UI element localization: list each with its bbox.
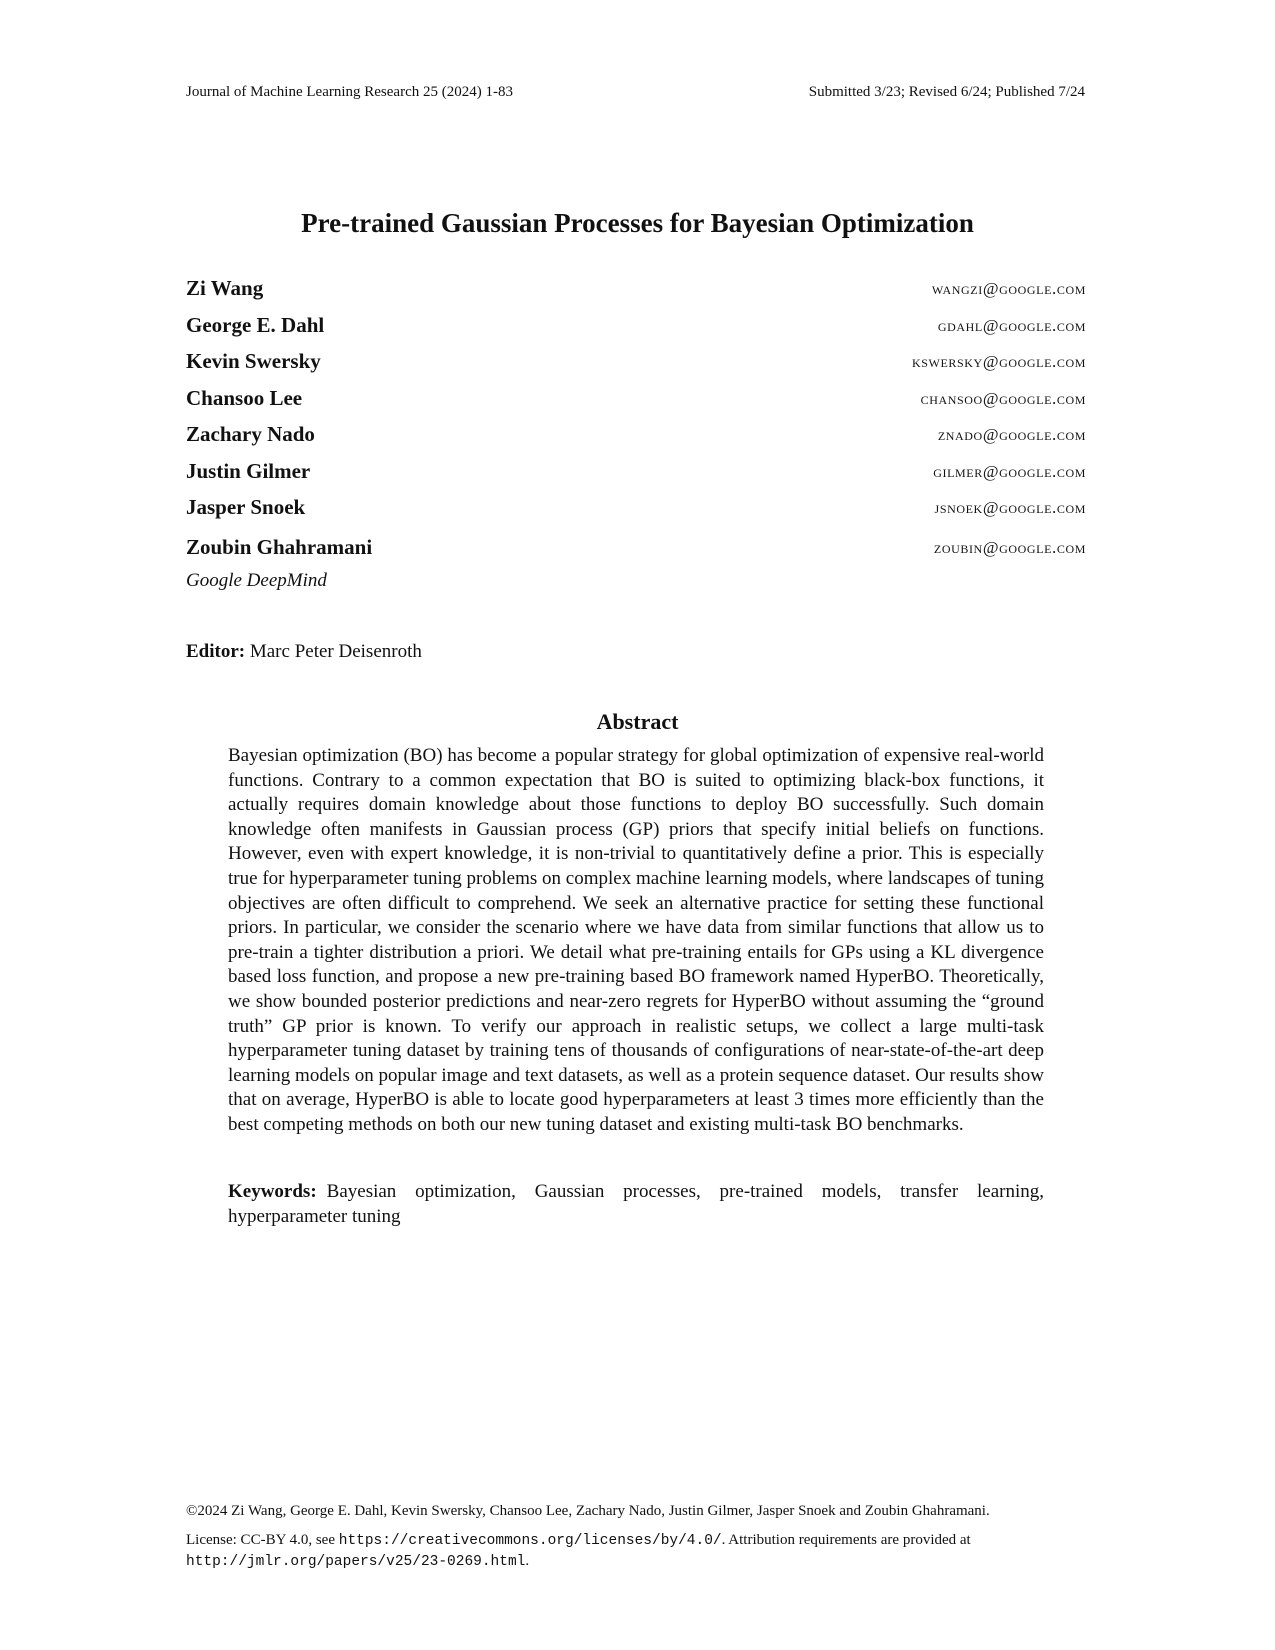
author-entry [186, 495, 1086, 532]
license-notice [186, 1530, 1086, 1572]
author-name: George E. Dahl [186, 312, 325, 337]
author-email: zoubin@google.com [933, 537, 1086, 557]
editor-name: Marc Peter Deisenroth [249, 641, 422, 662]
editor-label: Editor: [186, 641, 246, 662]
author-email: jsnoek@google.com [934, 498, 1086, 517]
author-email: znado@google.com [937, 425, 1086, 444]
author-name: Justin Gilmer [186, 458, 311, 483]
author-entry [186, 535, 1086, 569]
license-prefix: License: CC-BY 4.0, see [186, 1532, 339, 1548]
author-name: Kevin Swersky [186, 349, 321, 373]
journal-header: Journal of Machine Learning Research 25 (2024) 1-83 [186, 84, 513, 100]
keywords-text: Bayesian optimization, Gaussian processes, pre-trained models, transfer learning, hyperparameter tuning [228, 1181, 1044, 1227]
author-entry [186, 422, 1086, 459]
author-name: Zoubin Ghahramani [186, 534, 373, 559]
license-link[interactable]: https://creativecommons.org/licenses/by/4.0/ [338, 1533, 722, 1549]
license-suffix: . [525, 1553, 530, 1569]
affiliation: Google DeepMind [186, 570, 327, 591]
author-name: Chansoo Lee [186, 385, 303, 410]
author-name: Zachary Nado [186, 422, 315, 446]
author-list [186, 276, 1086, 569]
author-name: Zi Wang [186, 276, 264, 300]
abstract-heading: Abstract [596, 709, 679, 734]
author-name: Jasper Snoek [186, 495, 306, 519]
paper-title: Pre-trained Gaussian Processes for Bayesian Optimization [301, 208, 974, 238]
author-entry [186, 386, 1086, 423]
author-email: gdahl@google.com [937, 315, 1086, 335]
submission-dates: Submitted 3/23; Revised 6/24; Published 7/24 [808, 84, 1085, 100]
author-entry [186, 313, 1086, 350]
keywords-label: Keywords: [228, 1181, 317, 1202]
copyright-notice: ©2024 Zi Wang, George E. Dahl, Kevin Swersky, Chansoo Lee, Zachary Nado, Justin Gilmer, Jasper Snoek and Zoubin Ghahramani. [186, 1503, 990, 1519]
author-email: kswersky@google.com [912, 352, 1086, 371]
license-middle: . Attribution requirements are provided at [721, 1532, 971, 1548]
author-entry [186, 349, 1086, 386]
author-email: chansoo@google.com [920, 388, 1086, 408]
keywords-line [228, 1180, 1044, 1229]
author-entry [186, 276, 1086, 313]
author-entry [186, 459, 1086, 496]
author-email: wangzi@google.com [931, 279, 1086, 298]
editor-line [186, 641, 422, 663]
abstract-text: Bayesian optimization (BO) has become a popular strategy for global optimization of expensive real-world functions. Contrary to a common expectation that BO is suited to optimizing black-box functions, it actually requires domain knowledge about those functions to deploy BO successfully. Such domain knowledge often manifests in Gaussian process (GP) priors that specify initial beliefs on functions. However, even with expert knowledge, it is non-trivial to quantitatively define a prior. This is especially true for hyperparameter tuning problems on complex machine learning models, where landscapes of tuning objectives are often difficult to comprehend. We seek an alternative practice for setting these functional priors. In particular, we consider the scenario where we have data from similar functions that allow us to pre-train a tighter distribution a priori. We detail what pre-training entails for GPs using a KL divergence based loss function, and propose a new pre-training based BO framework named HyperBO. Theoretically, we show bounded posterior predictions and near-zero regrets for HyperBO without assuming the “ground truth” GP prior is known. To verify our approach in realistic setups, we collect a large multi-task hyperparameter tuning dataset by training tens of thousands of configurations of near-state-of-the-art deep learning models on popular image and text datasets, as well as a protein sequence dataset. Our results show that on average, HyperBO is able to locate good hyperparameters at least 3 times more efficiently than the best competing methods on both our new tuning dataset and existing multi-task BO benchmarks. [228, 745, 1044, 1135]
author-email: gilmer@google.com [933, 461, 1086, 481]
paper-link[interactable]: http://jmlr.org/papers/v25/23-0269.html [186, 1554, 526, 1570]
